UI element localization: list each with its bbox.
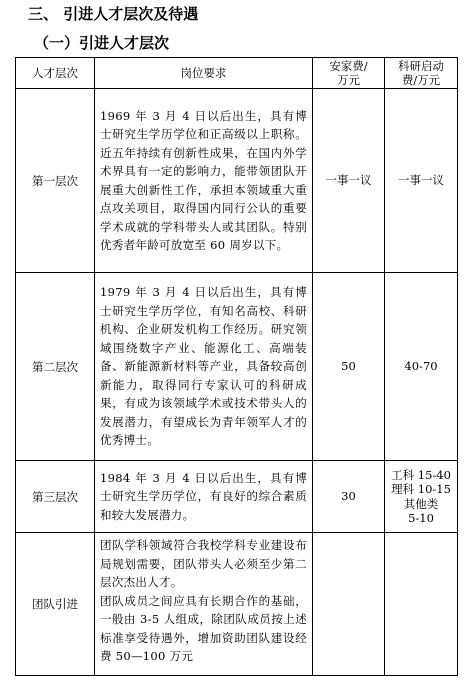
research-fee-line: 理科 10-15 <box>391 482 451 496</box>
requirement-paragraph: 团队成员之间应具有长期合作的基础，一般由 3-5 人组成，除团队成员按上述标准享受待遇外，增加资助团队建设经费 50—100 万元 <box>100 593 307 663</box>
settle-fee-cell: 30 <box>313 461 385 533</box>
requirement-cell: 1984 年 3 月 4 日以后出生，具有博士研究生学历学位，有良好的综合素质和较大发展潜力。 <box>95 461 313 533</box>
level-cell: 第二层次 <box>16 273 95 461</box>
header-settle-fee <box>313 58 385 89</box>
level-cell: 第三层次 <box>16 461 95 533</box>
research-fee-cell: 一事一议 <box>385 89 458 273</box>
level-cell: 第一层次 <box>16 89 95 273</box>
research-fee-cell <box>385 533 458 676</box>
research-fee-cell: 40-70 <box>385 273 458 461</box>
header-requirement: 岗位要求 <box>95 58 313 89</box>
section-heading: 三、 引进人才层次及待遇 <box>28 5 199 23</box>
level-cell: 团队引进 <box>16 533 95 676</box>
research-fee-line: 工科 15-40 <box>391 467 451 482</box>
table-row <box>16 89 458 273</box>
header-settle-fee-line2: 万元 <box>337 73 360 87</box>
requirement-cell: 1969 年 3 月 4 日以后出生，具有博士研究生学历学位和正高级以上职称。近五年持续有创新性成果，在国内外学术界具有一定的影响力，能带领团队开展重大创新性工作，承担本领域重大重点攻关项目，取得国内同行公认的重要学术成就的学科带头人或其团队。特别优秀者年龄可放宽至 60 周岁以下。 <box>95 89 313 273</box>
header-research-fee <box>385 58 458 89</box>
table-header-row <box>16 58 458 89</box>
requirement-cell: 1979 年 3 月 4 日以后出生，具有博士研究生学历学位，有知名高校、科研机构、企业研发机构工作经历。研究领域围绕数字产业、能源化工、高端装备、新能源新材料等产业，具备较高创新能力，取得同行专家认可的科研成果，有成为该领域学术或技术带头人的发展潜力，有望成长为青年领军人才的优秀博士。 <box>95 273 313 461</box>
requirement-paragraph: 团队学科领域符合我校学科专业建设布局规划需要，团队带头人必须至少第二层次杰出人才。 <box>100 538 307 589</box>
table-row <box>16 533 458 676</box>
table-row <box>16 273 458 461</box>
settle-fee-cell: 50 <box>313 273 385 461</box>
research-fee-cell <box>385 461 458 533</box>
requirement-cell <box>95 533 313 676</box>
research-fee-line: 5-10 <box>408 511 434 525</box>
settle-fee-cell: 一事一议 <box>313 89 385 273</box>
header-level: 人才层次 <box>16 58 95 89</box>
settle-fee-cell <box>313 533 385 676</box>
header-settle-fee-line1: 安家费/ <box>329 59 368 73</box>
table-row <box>16 461 458 533</box>
header-research-fee-line1: 科研启动 <box>398 59 444 73</box>
subsection-heading: （一）引进人才层次 <box>34 34 170 52</box>
header-research-fee-line2: 费/万元 <box>401 73 441 87</box>
research-fee-line: 其他类 <box>403 496 439 511</box>
talent-levels-table <box>15 57 458 676</box>
